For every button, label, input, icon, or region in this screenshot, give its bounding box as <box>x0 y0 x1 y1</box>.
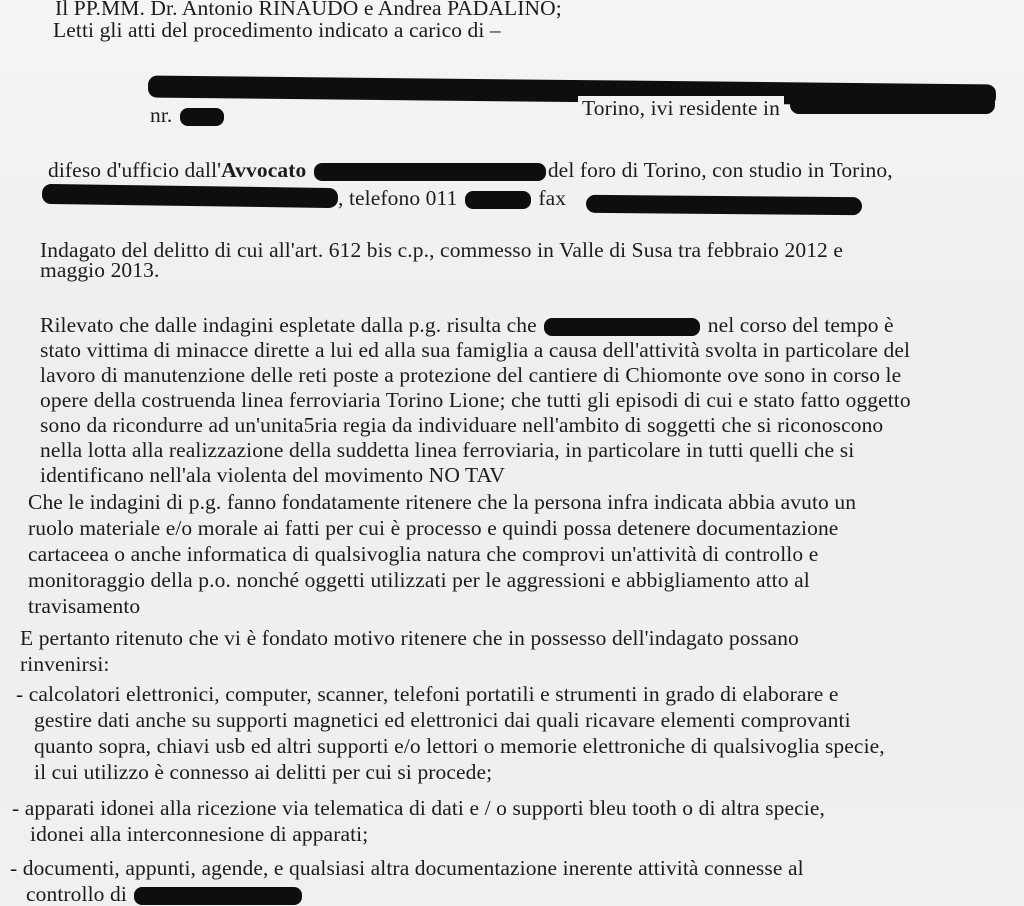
rilevato-line <box>40 313 894 337</box>
body-line: rinvenirsi: <box>20 652 110 676</box>
rilevato-start: Rilevato che dalle indagini espletate dalla p.g. risulta che <box>40 313 537 337</box>
list-item-line: il cui utilizzo è connesso ai delitti per cui si procede; <box>34 760 493 784</box>
body-line: E pertanto ritenuto che vi è fondato motivo ritenere che in possesso dell'indagato possano <box>20 626 799 650</box>
list-item-line: - documenti, appunti, agende, e qualsiasi altra documentazione inerente attività connesse al <box>10 856 804 880</box>
redacted-victim <box>544 318 700 336</box>
charge-line-1: Indagato del delitto di cui all'art. 612 bis c.p., commesso in Valle di Susa tra febbraio 2012 e <box>40 238 844 262</box>
list-item-line: - apparati idonei alla ricezione via telematica di dati e / o supporti bleu tooth o di altra specie, <box>12 796 825 820</box>
list-item-line: idonei alla interconnesione di apparati; <box>30 822 369 846</box>
nr-label: nr. <box>150 103 173 127</box>
lawyer-label: Avvocato <box>221 158 307 182</box>
defense-line <box>48 158 893 182</box>
redacted-nr <box>180 108 224 126</box>
list-item-line <box>26 882 304 906</box>
body-line: identificano nell'ala violenta del movimento NO TAV <box>40 463 506 487</box>
defense-prefix: difeso d'ufficio dall' <box>48 158 222 182</box>
header-line-2: Letti gli atti del procedimento indicato a carico di – <box>53 18 501 42</box>
body-line: stato vittima di minacce dirette a lui ed alla sua famiglia a causa dell'attività svolta in particolare del <box>40 338 911 362</box>
redacted-phone <box>465 191 531 209</box>
subject-nr-line <box>150 103 226 127</box>
body-line: travisamento <box>28 594 141 618</box>
fax-label: fax <box>538 186 567 210</box>
body-line: opere della costruenda linea ferroviaria Torino Lione; che tutti gli episodi di cui e stato fatto oggetto <box>40 388 911 412</box>
charge-line-2: maggio 2013. <box>40 258 160 282</box>
list-item-line: - calcolatori elettronici, computer, scanner, telefoni portatili e strumenti in grado di elaborare e <box>16 682 839 706</box>
phone-line <box>338 186 566 210</box>
list-item-tail: controllo di <box>26 882 127 906</box>
redacted-controlled-person <box>134 887 302 905</box>
phone-label: , telefono 011 <box>338 186 458 210</box>
rilevato-end: nel corso del tempo è <box>707 313 894 337</box>
redacted-fax <box>586 195 862 215</box>
body-line: cartaceea o anche informatica di qualsivoglia natura che comprovi un'attività di controllo e <box>28 542 819 566</box>
redacted-studio-address <box>42 184 338 208</box>
forum-text: del foro di Torino, con studio in Torino, <box>547 158 893 182</box>
body-line: ruolo materiale e/o morale ai fatti per cui è processo e quindi possa detenere documentazione <box>28 516 839 540</box>
list-item-line: gestire dati anche su supporti magnetici ed elettronici dai quali ricavare elementi comprovanti <box>34 708 851 732</box>
header-line-1: Il PP.MM. Dr. Antonio RINAUDO e Andrea PADALINO; <box>55 0 562 20</box>
redacted-lawyer <box>314 163 546 181</box>
redacted-address <box>790 94 995 114</box>
body-line: Che le indagini di p.g. fanno fondatamente ritenere che la persona infra indicata abbia avuto un <box>28 490 857 514</box>
body-line: monitoraggio della p.o. nonché oggetti utilizzati per le aggressioni e abbigliamento atto al <box>28 568 810 592</box>
residence-text: Torino, ivi residente in <box>578 96 784 120</box>
body-line: lavoro di manutenzione delle reti poste a protezione del cantiere di Chiomonte ove sono in corso le <box>40 363 902 387</box>
body-line: sono da ricondurre ad un'unita5ria regia da individuare nell'ambito di soggetti che si riconoscono <box>40 413 884 437</box>
body-line: nella lotta alla realizzazione della suddetta linea ferroviaria, in particolare in tutti quelli che si <box>40 438 855 462</box>
list-item-line: quanto sopra, chiavi usb ed altri supporti e/o lettori o memorie elettroniche di qualsivoglia specie, <box>34 734 885 758</box>
